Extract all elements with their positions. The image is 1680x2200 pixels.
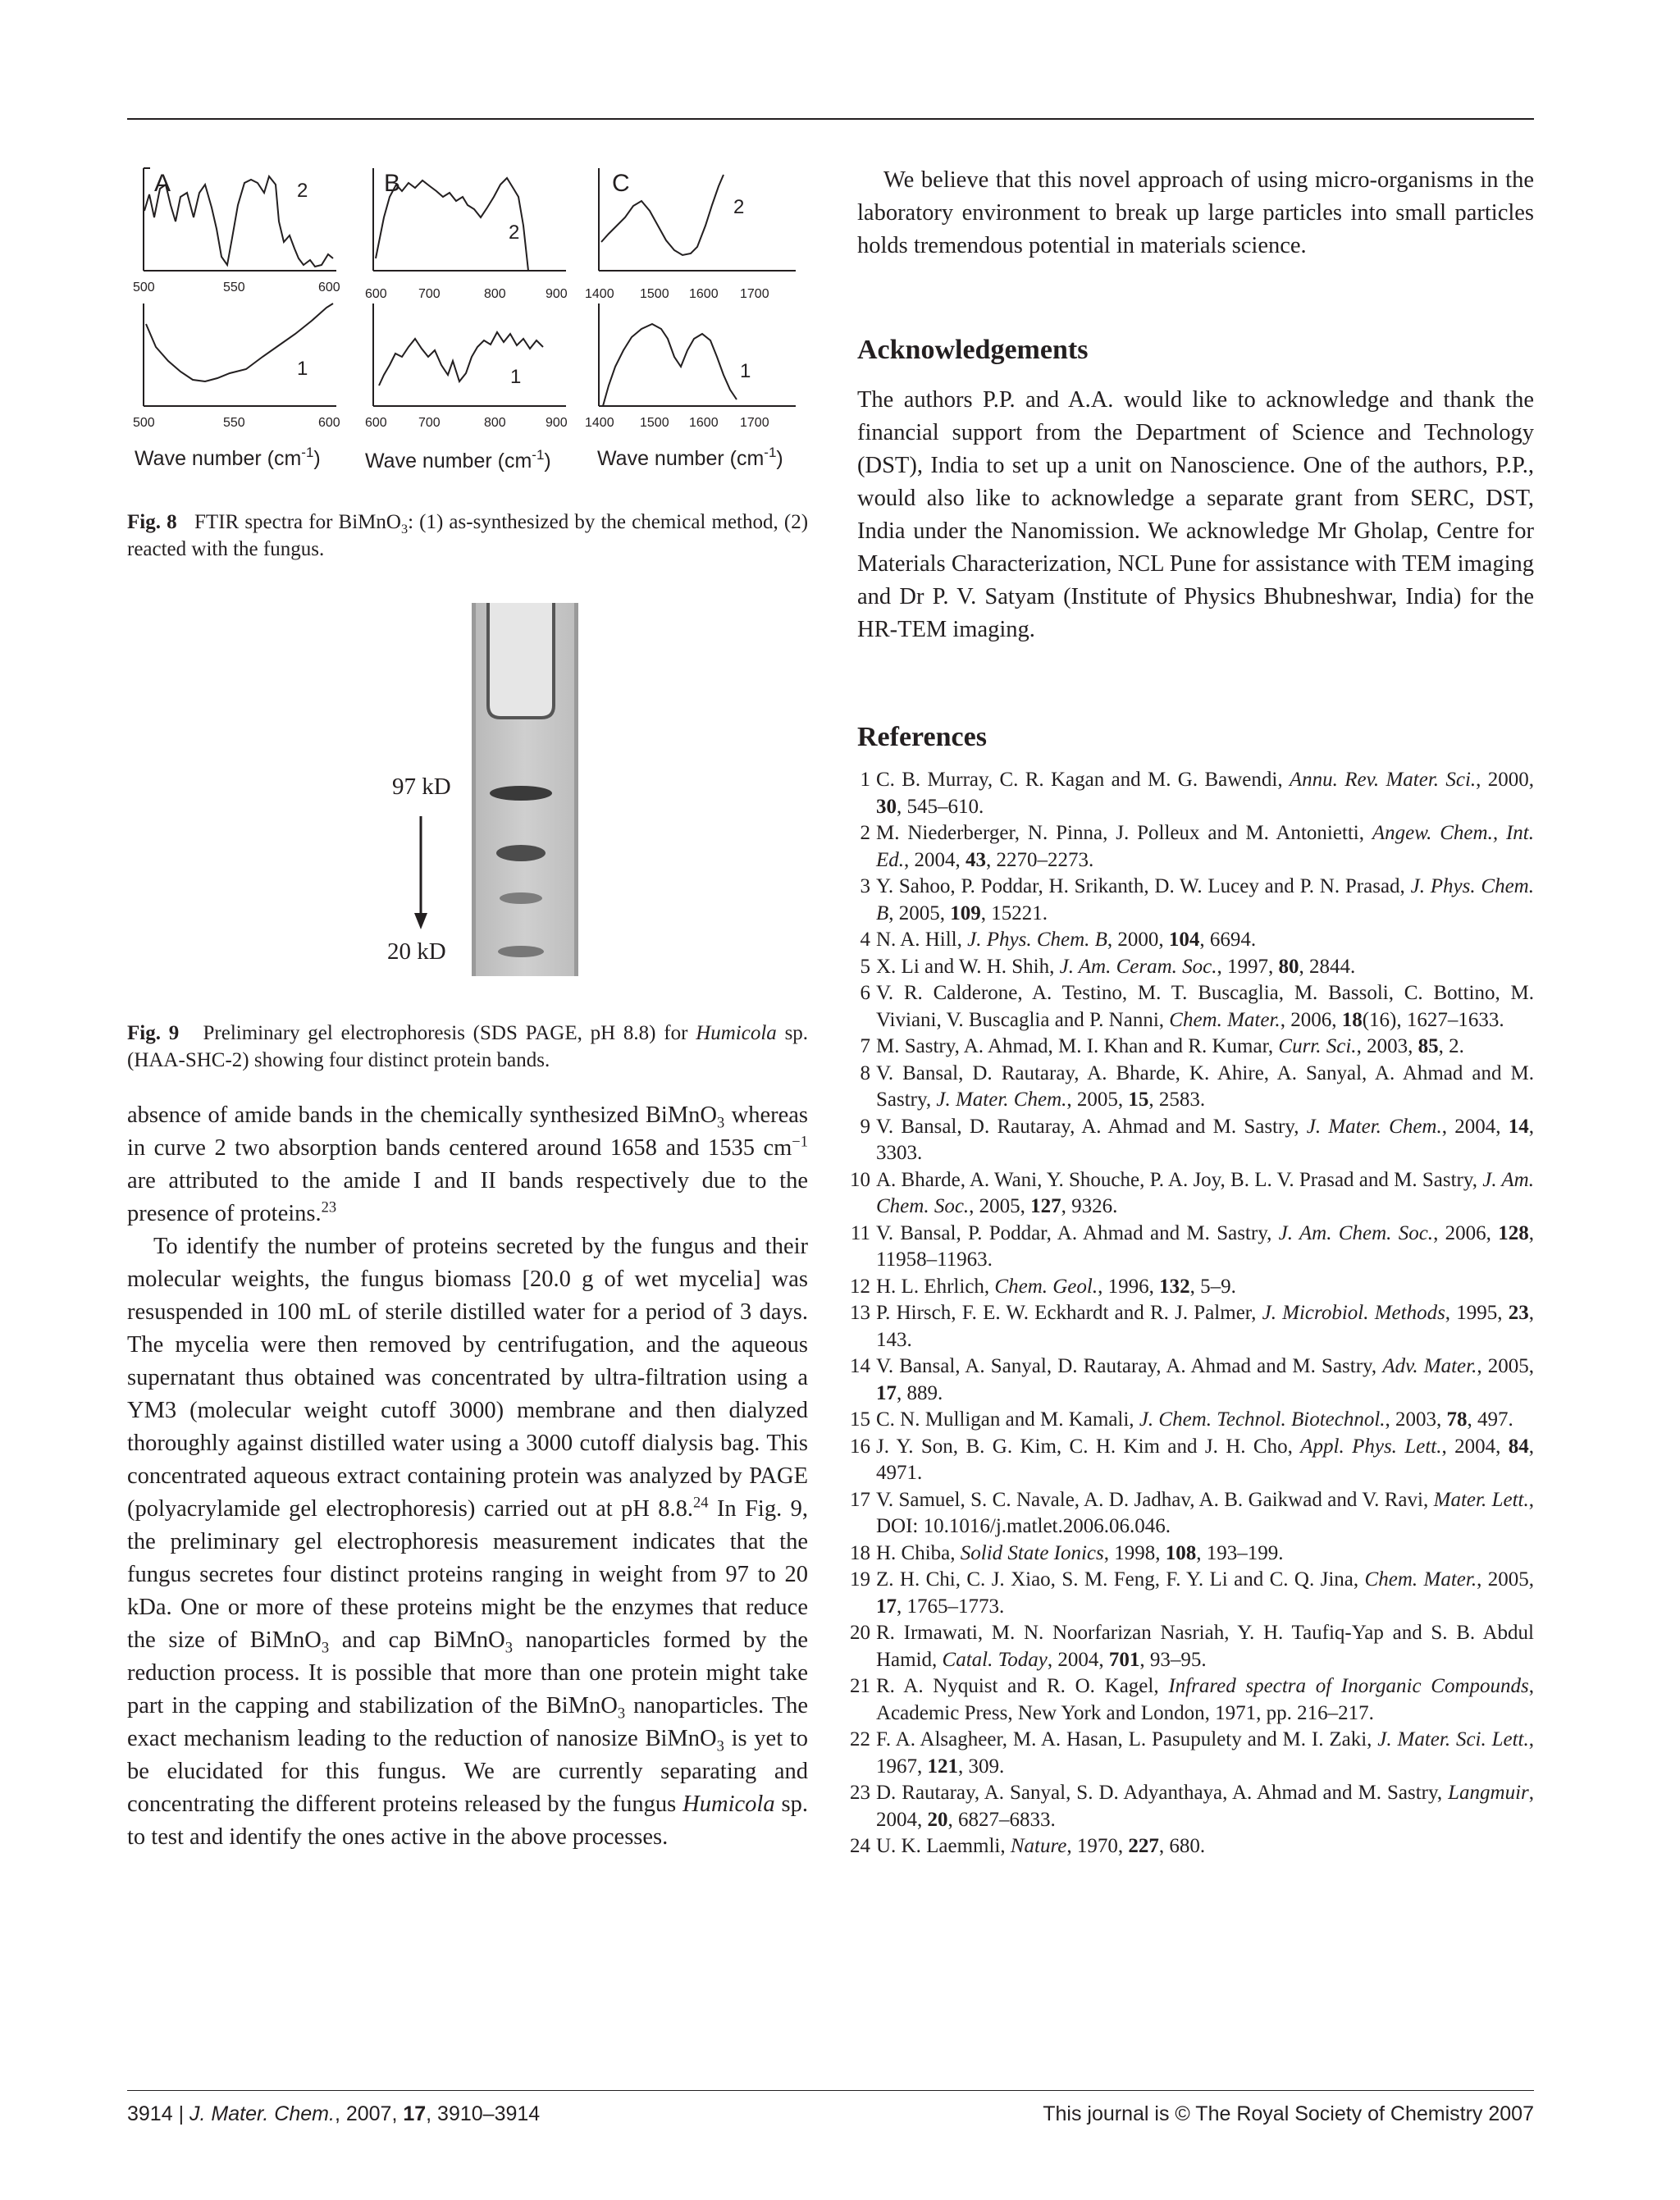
left-column-body: [127, 1099, 808, 1854]
svg-text:1700: 1700: [740, 287, 769, 301]
footer-citation: 3914 | J. Mater. Chem., 2007, 17, 3910–3914: [127, 2102, 541, 2125]
reference-item: 10 A. Bharde, A. Wani, Y. Shouche, P. A. Joy, B. L. V. Prasad and M. Sastry, J. Am. Chem. Soc., 2005, 127, 9326.: [850, 1168, 1534, 1217]
reference-item: 1 C. B. Murray, C. R. Kagan and M. G. Bawendi, Annu. Rev. Mater. Sci., 2000, 30, 545–610.: [860, 769, 1535, 818]
svg-text:800: 800: [484, 416, 506, 430]
svg-text:1500: 1500: [640, 287, 669, 301]
svg-text:1400: 1400: [585, 416, 614, 430]
reference-item: 19 Z. H. Chi, C. J. Xiao, S. M. Feng, F. Y. Li and C. Q. Jina, Chem. Mater., 2005, 17, 1765–1773.: [850, 1568, 1535, 1618]
fig8-ftir-spectra: [123, 160, 812, 480]
fig8-xlabel-a: Wave number $(cm^{-1})$: [135, 445, 321, 470]
reference-item: 17 V. Samuel, S. C. Navale, A. D. Jadhav, A. B. Gaikwad and V. Ravi, Mater. Lett., DOI: 10.1016/j.matlet.2006.06.046.: [850, 1488, 1534, 1537]
svg-text:700: 700: [418, 416, 441, 430]
fig8-panel-a-bottom: [144, 304, 336, 406]
reference-item: 6 V. R. Calderone, A. Testino, M. T. Buscaglia, M. Bassoli, C. Bottino, M. Viviani, V. Buscaglia and P. Nanni, Chem. Mater., 2006, 18(16), 1627–1633.: [860, 982, 1534, 1031]
reference-item: 4 N. A. Hill, J. Phys. Chem. B, 2000, 104, 6694.: [860, 929, 1257, 951]
reference-item: 7 M. Sastry, A. Ahmad, M. I. Khan and R. Kumar, Curr. Sci., 2003, 85, 2.: [860, 1035, 1464, 1057]
svg-text:900: 900: [546, 287, 568, 301]
reference-item: 22 F. A. Alsagheer, M. A. Hasan, L. Pasupulety and M. I. Zaki, J. Mater. Sci. Lett., 1967, 121, 309.: [850, 1728, 1535, 1778]
reference-item: 12 H. L. Ehrlich, Chem. Geol., 1996, 132, 5–9.: [850, 1275, 1236, 1298]
fig8-panel-b-top: [373, 168, 566, 271]
svg-text:600: 600: [365, 287, 387, 301]
reference-item: 14 V. Bansal, A. Sanyal, D. Rautaray, A. Ahmad and M. Sastry, Adv. Mater., 2005, 17, 889.: [850, 1355, 1535, 1404]
fig8-panel-b-bottom-curve-label: 1: [510, 366, 522, 388]
fig8-panel-c-bottom-curve-label: 1: [740, 360, 751, 382]
svg-text:1600: 1600: [689, 287, 719, 301]
reference-item: 11 V. Bansal, P. Poddar, A. Ahmad and M. Sastry, J. Am. Chem. Soc., 2006, 128, 11958–11963.: [850, 1221, 1534, 1271]
paragraph-amide-bands: absence of amide bands in the chemically synthesized BiMnO$_3$ whereas in curve 2 two absorption bands centered around 1658 and 1535 $cm^{-1}$ are attributed to the amide I and II bands respectively due to the presence of proteins.$^{23}$: [127, 1102, 808, 1226]
reference-item: 23 D. Rautaray, A. Sanyal, S. D. Adyanthaya, A. Ahmad and M. Sastry, Langmuir, 2004, 20, 6827–6833.: [850, 1782, 1534, 1831]
fig9-caption: Fig. 9 Preliminary gel electrophoresis (SDS PAGE, pH 8.8) for Humicola sp. (HAA-SHC-2) showing four distinct protein bands.: [127, 1022, 809, 1071]
reference-item: 18 H. Chiba, Solid State Ionics, 1998, 108, 193–199.: [850, 1541, 1284, 1564]
svg-text:500: 500: [133, 416, 155, 430]
reference-list: [849, 767, 1534, 1860]
reference-item: 8 V. Bansal, D. Rautaray, A. Bharde, K. Ahire, A. Sanyal, A. Ahmad and M. Sastry, J. Mater. Chem., 2005, 15, 2583.: [860, 1061, 1534, 1111]
paragraph-protein-analysis: To identify the number of proteins secreted by the fungus and their molecular weights, the fungus biomass [20.0 g of wet mycelia] was resuspended in 100 mL of sterile distilled water for a period of 3 days. The mycelia were then removed by centrifugation, and the aqueous supernatant thus obtained was concentrated by ultra-filtration using a YM3 (molecular weight cutoff 3000) membrane and then dialyzed thoroughly against distilled water using a 3000 cutoff dialysis bag. This concentrated aqueous extract containing protein was analyzed by PAGE (polyacrylamide gel electrophoresis) carried out at pH 8.8.24 In Fig. 9, the preliminary gel electrophoresis measurement indicates that the fungus secretes four distinct proteins ranging in weight from 97 to 20 kDa. One or more of these proteins might be the enzymes that reduce the size of BiMnO$_3$ and cap BiMnO$_3$ nanoparticles formed by the reduction process. It is possible that more than one protein might take part in the capping and stabilization of the BiMnO$_3$ nanoparticles. The exact mechanism leading to the reduction of nanosize BiMnO$_3$ is yet to be elucidated for this fungus. We are currently separating and concentrating the different proteins released by the fungus Humicola sp. to test and identify the ones active in the above processes.: [127, 1234, 808, 1850]
reference-item: 13 P. Hirsch, F. E. W. Eckhardt and R. J. Palmer, J. Microbiol. Methods, 1995, 23, 143.: [850, 1302, 1534, 1351]
paragraph-conclusion: We believe that this novel approach of using micro-organisms in the laboratory environment to break up large particles into small particles holds tremendous potential in materials science.: [857, 167, 1534, 258]
svg-text:1500: 1500: [640, 416, 669, 430]
gel-band-97kd: [490, 786, 552, 801]
fig8-panel-b-letter: B: [384, 170, 401, 197]
fig8-panel-a-bottom-curve-label: 1: [297, 358, 308, 380]
svg-text:500: 500: [133, 281, 155, 294]
svg-text:550: 550: [223, 281, 245, 294]
reference-item: 2 M. Niederberger, N. Pinna, J. Polleux and M. Antonietti, Angew. Chem., Int. Ed., 2004, 43, 2270–2273.: [860, 822, 1534, 871]
svg-text:1700: 1700: [740, 416, 769, 430]
fig8-xlabel-c: Wave number $(cm^{-1})$: [597, 445, 783, 470]
reference-item: 24 U. K. Laemmli, Nature, 1970, 227, 680.: [850, 1835, 1206, 1857]
fig8-panel-c-letter: C: [612, 170, 630, 197]
svg-text:600: 600: [365, 416, 387, 430]
svg-text:1400: 1400: [585, 287, 614, 301]
fig8-xlabel-b: Wave number $(cm^{-1})$: [365, 447, 551, 472]
fig8-caption: Fig. 8 FTIR spectra for BiMnO$_3$: (1) as-synthesized by the chemical method, (2) reacted with the fungus.: [127, 511, 809, 560]
gel-band-3: [500, 892, 542, 904]
reference-item: 21 R. A. Nyquist and R. O. Kagel, Infrared spectra of Inorganic Compounds, Academic Press, New York and London, 1971, pp. 216–217.: [850, 1675, 1534, 1724]
fig8-panel-c-top-curve-label: 2: [733, 196, 745, 218]
reference-item: 3 Y. Sahoo, P. Poddar, H. Srikanth, D. W. Lucey and P. N. Prasad, J. Phys. Chem. B, 2005, 109, 15221.: [860, 875, 1534, 924]
svg-text:600: 600: [318, 416, 340, 430]
svg-text:600: 600: [318, 281, 340, 294]
fig9-label-20kd: 20 kD: [387, 938, 446, 965]
fig8-panel-a-letter: A: [154, 170, 171, 197]
svg-text:1600: 1600: [689, 416, 719, 430]
fig9-label-97kd: 97 kD: [392, 774, 451, 800]
acknowledgements-heading: Acknowledgements: [857, 335, 1089, 365]
gel-band-2: [496, 845, 546, 861]
reference-item: 5 X. Li and W. H. Shih, J. Am. Ceram. Soc., 1997, 80, 2844.: [860, 955, 1356, 978]
right-column-intro: [857, 164, 1534, 262]
gel-band-20kd: [498, 946, 544, 957]
svg-text:700: 700: [418, 287, 441, 301]
reference-item: 20 R. Irmawati, M. N. Noorfarizan Nasriah, Y. H. Taufiq-Yap and S. B. Abdul Hamid, Catal. Today, 2004, 701, 93–95.: [850, 1622, 1534, 1671]
header-rule: [127, 118, 1534, 120]
footer-copyright: This journal is © The Royal Society of Chemistry 2007: [1043, 2102, 1534, 2125]
fig9-arrow: [412, 816, 430, 931]
footer-rule: [127, 2090, 1534, 2091]
fig8-panel-b-bottom: [373, 304, 566, 406]
fig9-gel-image: [472, 603, 578, 976]
fig8-panel-c-bottom: [599, 304, 796, 406]
reference-item: 9 V. Bansal, D. Rautaray, A. Ahmad and M. Sastry, J. Mater. Chem., 2004, 14, 3303.: [860, 1115, 1535, 1164]
reference-item: 16 J. Y. Son, B. G. Kim, C. H. Kim and J. H. Cho, Appl. Phys. Lett., 2004, 84, 4971.: [850, 1435, 1534, 1484]
fig8-panel-a-top-curve-label: 2: [297, 180, 308, 202]
svg-text:550: 550: [223, 416, 245, 430]
references-heading: References: [857, 722, 987, 752]
svg-text:800: 800: [484, 287, 506, 301]
reference-item: 15 C. N. Mulligan and M. Kamali, J. Chem. Technol. Biotechnol., 2003, 78, 497.: [850, 1408, 1513, 1431]
acknowledgements-body: The authors P.P. and A.A. would like to acknowledge and thank the financial support from the Department of Science and Technology (DST), India to set up a unit on Nanoscience. One of the authors, P.P., would also like to acknowledge a separate grant from SERC, DST, India under the Nanomission. We acknowledge Mr Gholap, Centre for Materials Characterization, NCL Pune for assistance with TEM imaging and Dr P. V. Satyam (Institute of Physics Bhubneshwar, India) for the HR-TEM imaging.: [857, 387, 1534, 642]
svg-text:900: 900: [546, 416, 568, 430]
fig8-panel-b-top-curve-label: 2: [509, 221, 520, 244]
